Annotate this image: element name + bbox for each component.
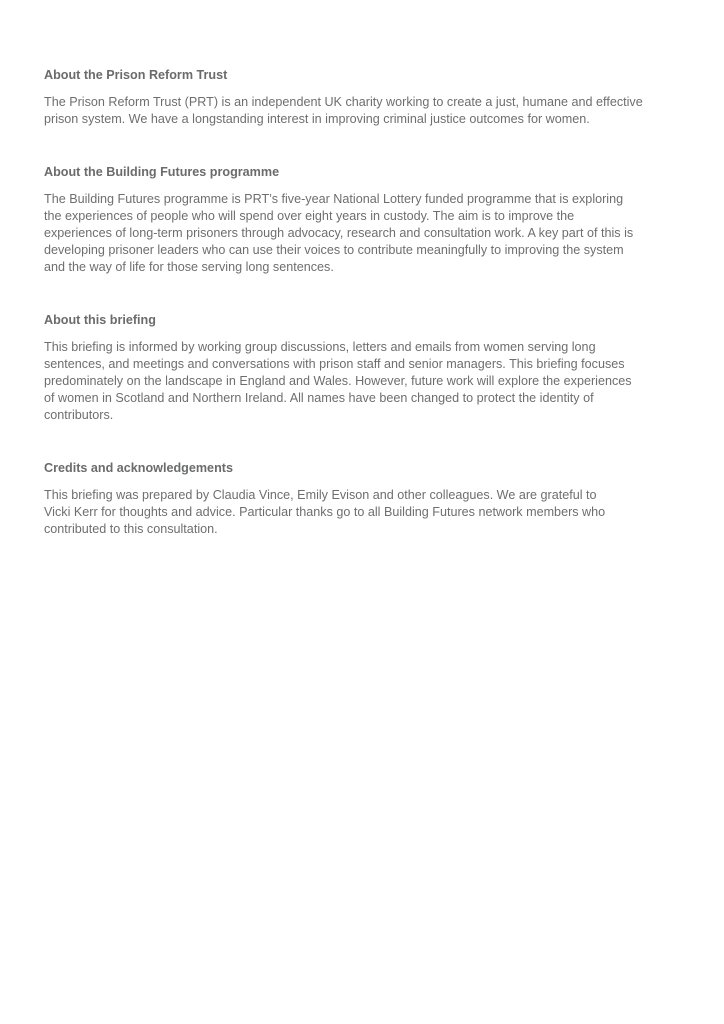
section-paragraph — [44, 339, 684, 424]
paragraph-line: and the way of life for those serving long sentences. — [44, 260, 334, 274]
paragraph-line: of women in Scotland and Northern Ireland. All names have been changed to protect the identity of — [44, 391, 594, 405]
document-page — [44, 67, 684, 574]
section-building-futures — [44, 164, 684, 276]
paragraph-line: Vicki Kerr for thoughts and advice. Particular thanks go to all Building Futures network members who — [44, 505, 606, 519]
paragraph-line: predominately on the landscape in England and Wales. However, future work will explore the experiences — [44, 374, 632, 388]
section-credits — [44, 460, 684, 538]
paragraph-line: experiences of long-term prisoners through advocacy, research and consultation work. A key part of this is — [44, 226, 634, 240]
section-about-prt — [44, 67, 684, 128]
paragraph-line: contributors. — [44, 408, 114, 422]
section-paragraph — [44, 94, 684, 128]
paragraph-line: contributed to this consultation. — [44, 522, 218, 536]
paragraph-line: This briefing is informed by working group discussions, letters and emails from women serving long — [44, 340, 596, 354]
section-heading: About the Building Futures programme — [44, 165, 280, 179]
paragraph-line: developing prisoner leaders who can use their voices to contribute meaningfully to improving the system — [44, 243, 624, 257]
paragraph-line: the experiences of people who will spend over eight years in custody. The aim is to improve the — [44, 209, 575, 223]
paragraph-line: sentences, and meetings and conversations with prison staff and senior managers. This briefing focuses — [44, 357, 625, 371]
section-about-briefing — [44, 312, 684, 424]
section-heading: About the Prison Reform Trust — [44, 68, 228, 82]
paragraph-line: The Building Futures programme is PRT’s five-year National Lottery funded programme that is exploring — [44, 192, 624, 206]
section-paragraph — [44, 191, 684, 276]
paragraph-line: prison system. We have a longstanding interest in improving criminal justice outcomes for women. — [44, 112, 590, 126]
paragraph-line: This briefing was prepared by Claudia Vince, Emily Evison and other colleagues. We are grateful to — [44, 488, 597, 502]
section-paragraph — [44, 487, 684, 538]
paragraph-line: The Prison Reform Trust (PRT) is an independent UK charity working to create a just, humane and effective — [44, 95, 643, 109]
section-heading: Credits and acknowledgements — [44, 461, 233, 475]
section-heading: About this briefing — [44, 313, 156, 327]
